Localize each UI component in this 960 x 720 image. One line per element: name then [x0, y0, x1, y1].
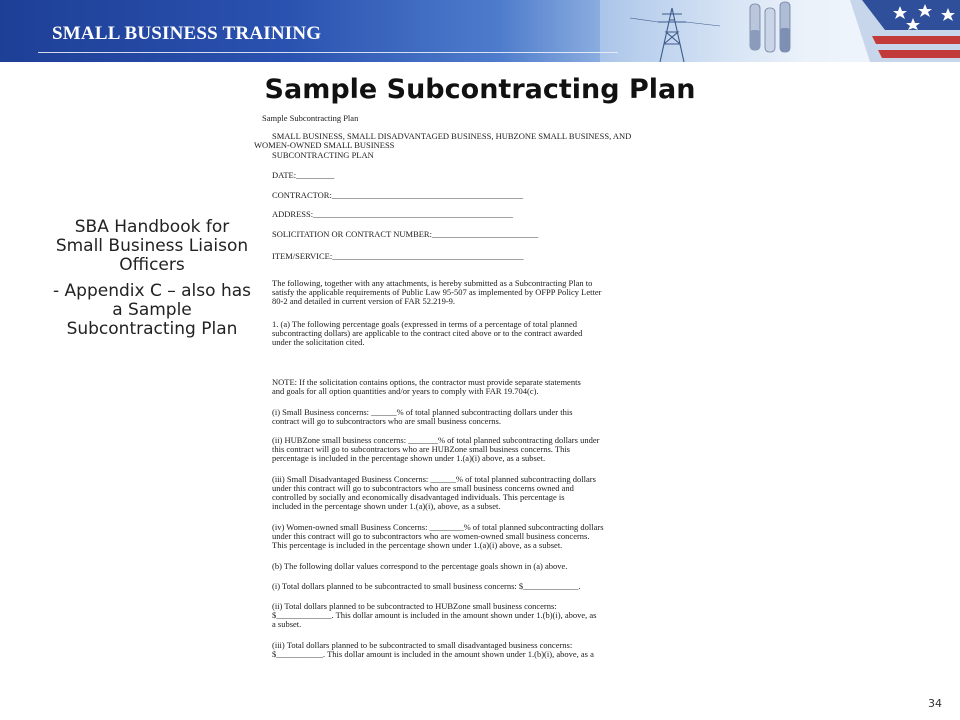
- doc-line: (iii) Total dollars planned to be subcontracted to small disadvantaged business concerns:: [272, 640, 573, 650]
- doc-line: contract will go to subcontractors who are small business concerns.: [272, 416, 501, 426]
- doc-line: (ii) Total dollars planned to be subcontracted to HUBZone small business concerns:: [272, 601, 557, 611]
- doc-line: SOLICITATION OR CONTRACT NUMBER:_________________________: [272, 229, 539, 239]
- doc-line: subcontracting dollars) are applicable to the contract cited above or to the contract awarded: [272, 328, 583, 338]
- header-banner: [0, 0, 960, 62]
- doc-line: 80-2 and detailed in current version of FAR 52.219-9.: [272, 296, 456, 306]
- doc-line: and goals for all option quantities and/or years to comply with FAR 19.704(c).: [272, 386, 539, 396]
- doc-line: CONTRACTOR:_____________________________________________: [272, 190, 524, 200]
- doc-line: percentage is included in the percentage shown under 1.(a)(i) above, as a subset.: [272, 453, 546, 463]
- appendix-note: - Appendix C – also has a Sample Subcontracting Plan: [53, 281, 251, 339]
- doc-line: WOMEN-OWNED SMALL BUSINESS: [254, 140, 395, 150]
- doc-line: DATE:_________: [272, 170, 335, 180]
- banner-title: SMALL BUSINESS TRAINING: [52, 23, 322, 44]
- doc-line: 1. (a) The following percentage goals (expressed in terms of a percentage of total planned: [272, 319, 578, 329]
- doc-line: a subset.: [272, 619, 302, 629]
- sidebar-note: [52, 218, 252, 346]
- slide-title: Sample Subcontracting Plan: [264, 74, 696, 105]
- doc-line: (i) Total dollars planned to be subcontracted to small business concerns: $_____________.: [272, 581, 581, 591]
- lab-vials-icon: [750, 2, 790, 52]
- doc-line: included in the percentage shown under 1.(a)(i), above, as a subset.: [272, 501, 501, 511]
- doc-line: under this contract will go to subcontractors who are small business concerns owned and: [272, 483, 574, 493]
- banner-divider: [38, 52, 618, 53]
- doc-line: (iii) Small Disadvantaged Business Concerns: ______% of total planned subcontracting dollars: [272, 474, 596, 484]
- doc-line: SUBCONTRACTING PLAN: [272, 150, 374, 160]
- doc-line: satisfy the applicable requirements of Public Law 95-507 as implemented by OFPP Policy Letter: [272, 287, 602, 297]
- doc-line: ADDRESS:_______________________________________________: [272, 209, 513, 219]
- doc-line: $___________. This dollar amount is included in the amount shown under 1.(b)(i), above, as a: [272, 649, 594, 659]
- doc-line: SMALL BUSINESS, SMALL DISADVANTAGED BUSINESS, HUBZONE SMALL BUSINESS, AND: [272, 131, 632, 141]
- doc-line: This percentage is included in the percentage shown under 1.(a)(i) above, as a subset.: [272, 540, 563, 550]
- doc-line: (ii) HUBZone small business concerns: _______% of total planned subcontracting dollars under: [272, 435, 600, 445]
- doc-line: controlled by socially and economically disadvantaged individuals. This percentage is: [272, 492, 565, 502]
- doc-line: under this contract will go to subcontractors who are women-owned small business concerns.: [272, 531, 590, 541]
- doc-line: ITEM/SERVICE:_____________________________________________: [272, 251, 524, 261]
- doc-line: NOTE: If the solicitation contains options, the contractor must provide separate statements: [272, 377, 581, 387]
- handbook-reference: SBA Handbook for Small Business Liaison Officers: [55, 217, 249, 275]
- doc-line: this contract will go to subcontractors who are HUBZone small business concerns. This: [272, 444, 570, 454]
- banner-photo-collage: [600, 0, 960, 62]
- doc-line: (b) The following dollar values correspond to the percentage goals shown in (a) above.: [272, 561, 568, 571]
- doc-line: (i) Small Business concerns: ______% of total planned subcontracting dollars under this: [272, 407, 573, 417]
- doc-line: Sample Subcontracting Plan: [262, 113, 359, 123]
- doc-line: under the solicitation cited.: [272, 337, 365, 347]
- doc-line: (iv) Women-owned small Business Concerns: ________% of total planned subcontracting dollars: [272, 522, 604, 532]
- page-number: 34: [928, 697, 942, 710]
- doc-line: The following, together with any attachments, is hereby submitted as a Subcontracting Plan to: [272, 278, 593, 288]
- doc-line: $_____________. This dollar amount is included in the amount shown under 1.(b)(i), above, as: [272, 610, 597, 620]
